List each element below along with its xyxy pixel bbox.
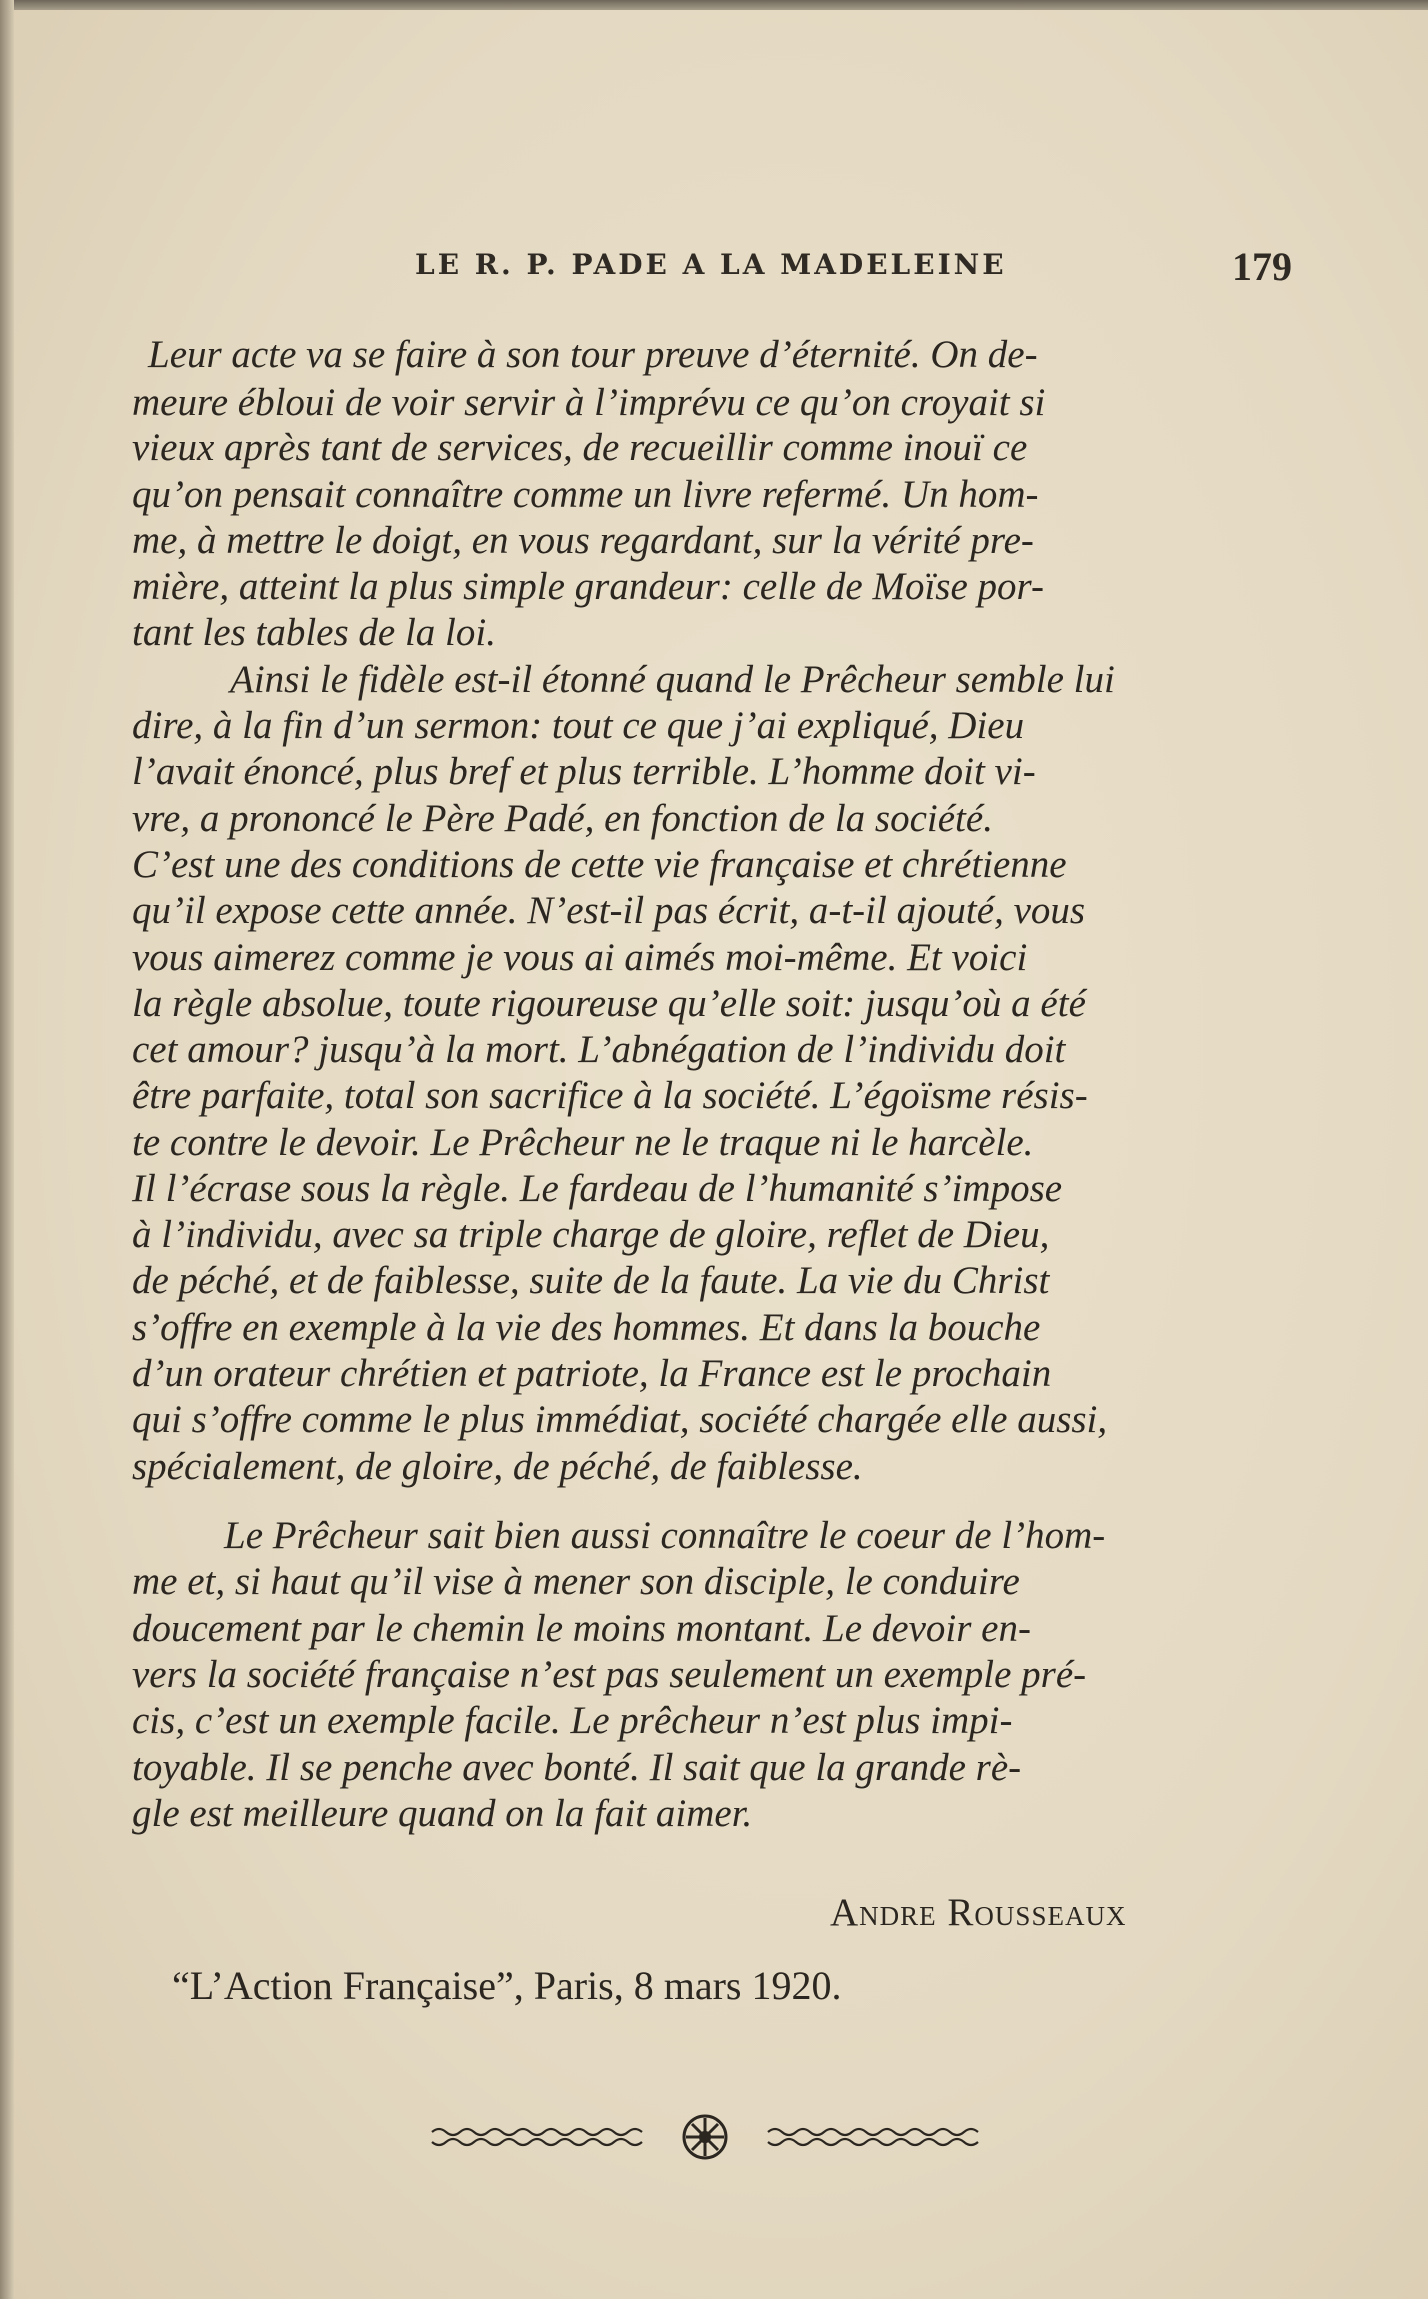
text-line: te contre le devoir. Le Prêcheur ne le traque ni le harcèle.: [132, 1121, 1034, 1164]
text-line: meure ébloui de voir servir à l’imprévu ce qu’on croyait si: [132, 381, 1046, 424]
text-line: qui s’offre comme le plus immédiat, société chargée elle aussi,: [132, 1398, 1108, 1441]
running-title: LE R. P. PADE A LA MADELEINE: [415, 248, 1007, 281]
text-line: Leur acte va se faire à son tour preuve d’éternité. On de-: [148, 333, 1038, 376]
text-line: s’offre en exemple à la vie des hommes. Et dans la bouche: [132, 1306, 1041, 1349]
text-line: être parfaite, total son sacrifice à la société. L’égoïsme résis-: [132, 1074, 1088, 1117]
text-line: doucement par le chemin le moins montant. Le devoir en-: [132, 1607, 1031, 1650]
text-line: vous aimerez comme je vous ai aimés moi-même. Et voici: [132, 936, 1028, 979]
author-signature: Andre Rousseaux: [830, 1891, 1127, 1934]
text-line: cis, c’est un exemple facile. Le prêcheur n’est plus impi-: [132, 1699, 1013, 1742]
text-line: spécialement, de gloire, de péché, de faiblesse.: [132, 1445, 863, 1488]
page-number: 179: [1232, 244, 1292, 289]
text-line: vers la société française n’est pas seulement un exemple pré-: [132, 1653, 1087, 1696]
text-line: de péché, et de faiblesse, suite de la faute. La vie du Christ: [132, 1259, 1050, 1302]
rosette-ornament: [428, 2112, 982, 2164]
top-edge-rule: [0, 0, 1428, 10]
source-citation: “L’Action Française”, Paris, 8 mars 1920.: [172, 1963, 842, 2008]
text-line: dire, à la fin d’un sermon: tout ce que j’ai expliqué, Dieu: [132, 704, 1025, 747]
text-line: gle est meilleure quand on la fait aimer.: [132, 1792, 753, 1835]
text-line: la règle absolue, toute rigoureuse qu’elle soit: jusqu’où a été: [132, 982, 1086, 1025]
text-line: Ainsi le fidèle est-il étonné quand le Prêcheur semble lui: [230, 658, 1115, 701]
text-line: mière, atteint la plus simple grandeur: celle de Moïse por-: [132, 565, 1044, 608]
text-line: C’est une des conditions de cette vie française et chrétienne: [132, 843, 1067, 886]
text-line: Le Prêcheur sait bien aussi connaître le coeur de l’hom-: [224, 1514, 1106, 1557]
text-line: vieux après tant de services, de recueillir comme inouï ce: [132, 426, 1028, 469]
text-line: cet amour? jusqu’à la mort. L’abnégation de l’individu doit: [132, 1028, 1066, 1071]
text-line: d’un orateur chrétien et patriote, la France est le prochain: [132, 1352, 1052, 1395]
text-line: à l’individu, avec sa triple charge de gloire, reflet de Dieu,: [132, 1213, 1050, 1256]
text-line: qu’il expose cette année. N’est-il pas écrit, a-t-il ajouté, vous: [132, 889, 1086, 932]
text-line: l’avait énoncé, plus bref et plus terrible. L’homme doit vi-: [132, 750, 1036, 793]
text-line: toyable. Il se penche avec bonté. Il sait que la grande rè-: [132, 1746, 1022, 1789]
binding-edge: [0, 0, 14, 2299]
text-line: tant les tables de la loi.: [132, 611, 496, 654]
text-line: qu’on pensait connaître comme un livre refermé. Un hom-: [132, 473, 1039, 516]
text-line: Il l’écrase sous la règle. Le fardeau de l’humanité s’impose: [132, 1167, 1063, 1210]
text-line: me et, si haut qu’il vise à mener son disciple, le conduire: [132, 1560, 1020, 1603]
text-line: vre, a prononcé le Père Padé, en fonction de la société.: [132, 797, 993, 840]
text-line: me, à mettre le doigt, en vous regardant, sur la vérité pre-: [132, 519, 1034, 562]
